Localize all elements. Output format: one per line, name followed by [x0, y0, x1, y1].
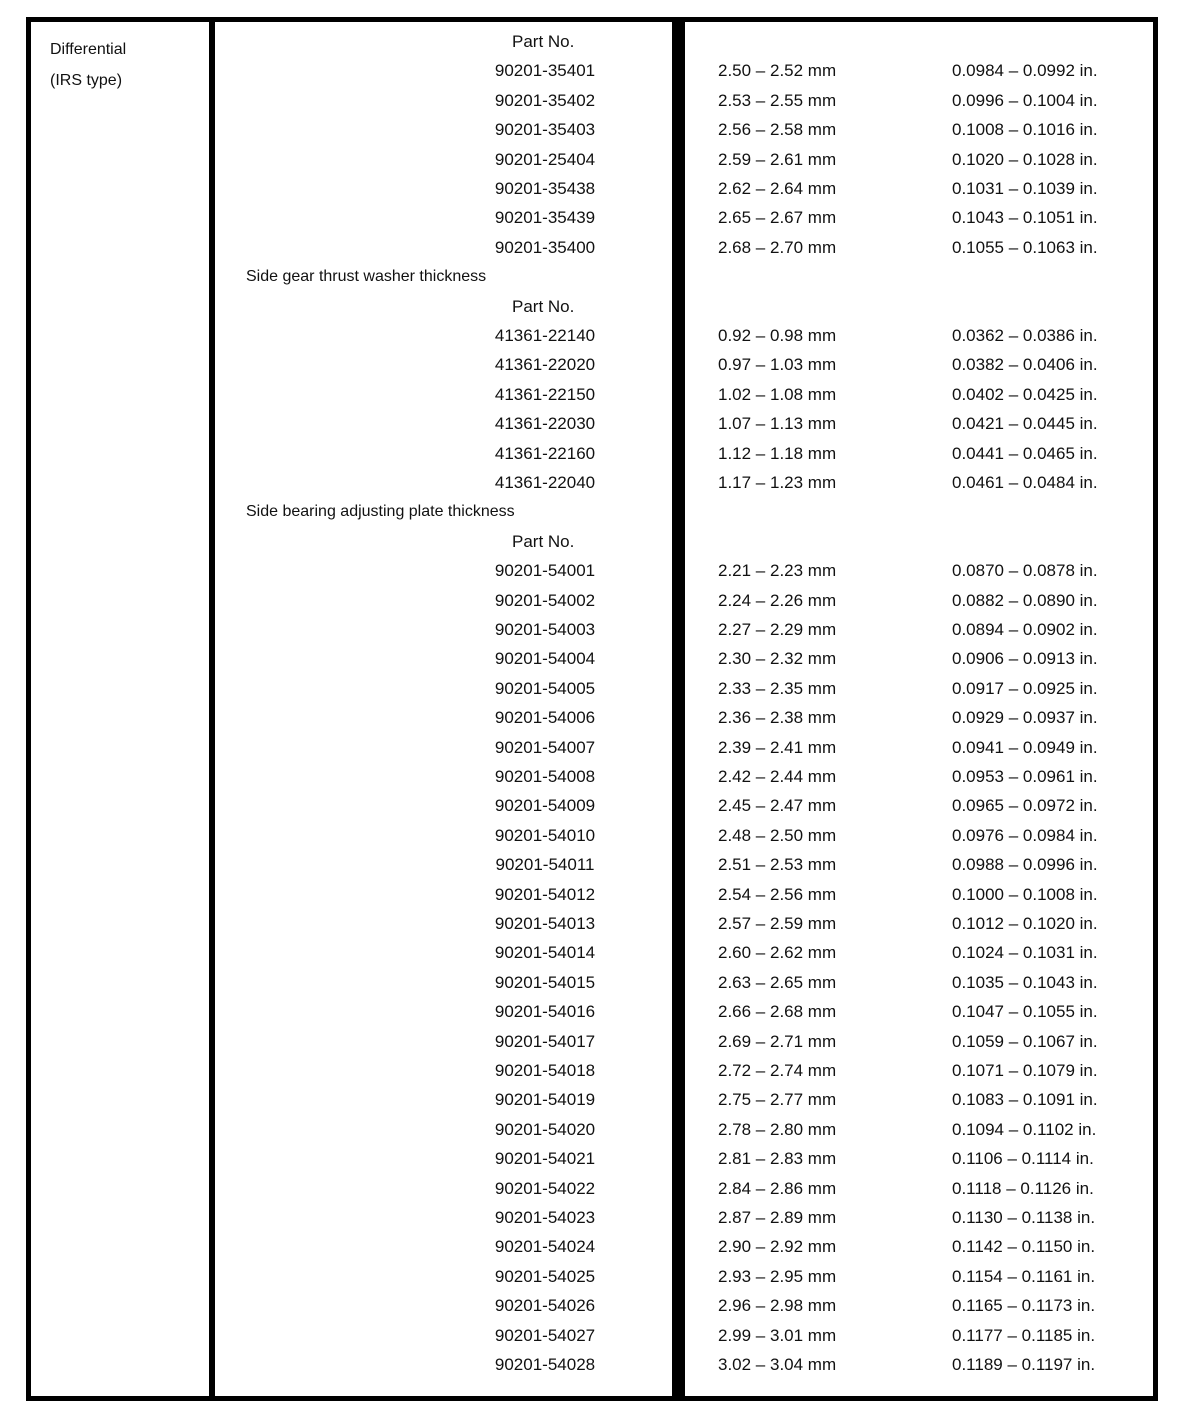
- part-number: 90201-54027: [494, 1325, 596, 1345]
- part-number: 90201-54015: [494, 972, 596, 992]
- thickness-mm: 2.36 – 2.38 mm: [718, 708, 837, 728]
- thickness-mm: 2.53 – 2.55 mm: [718, 90, 837, 110]
- part-number: 90201-25404: [494, 149, 596, 169]
- part-number: 90201-35439: [494, 208, 596, 228]
- part-number: 90201-54028: [494, 1355, 596, 1374]
- part-no-header: Part No.: [512, 32, 575, 51]
- table-row: [0, 1144, 1200, 1173]
- thickness-in: 0.0965 – 0.0972 in.: [952, 796, 1098, 816]
- table-row: [0, 968, 1200, 997]
- thickness-mm: 2.87 – 2.89 mm: [718, 1208, 837, 1227]
- part-number: 90201-54022: [494, 1178, 596, 1198]
- thickness-mm: 2.51 – 2.53 mm: [718, 855, 837, 875]
- thickness-mm: 2.72 – 2.74 mm: [718, 1061, 837, 1080]
- thickness-in: 0.0461 – 0.0484 in.: [952, 473, 1098, 492]
- part-no-header: Part No.: [512, 296, 575, 316]
- table-row: [0, 938, 1200, 967]
- thickness-mm: 0.97 – 1.03 mm: [718, 355, 837, 375]
- part-number: 90201-54011: [495, 855, 595, 875]
- table-row: [0, 468, 1200, 497]
- table-row: [0, 1056, 1200, 1085]
- thickness-in: 0.1142 – 0.1150 in.: [952, 1237, 1096, 1257]
- thickness-in: 0.1189 – 0.1197 in.: [952, 1355, 1096, 1374]
- table-row: [0, 56, 1200, 85]
- part-number: 90201-54008: [494, 767, 596, 786]
- part-number: 90201-35438: [494, 179, 596, 198]
- part-number: 41361-22040: [494, 473, 596, 492]
- thickness-in: 0.1020 – 0.1028 in.: [952, 149, 1098, 169]
- thickness-in: 0.0362 – 0.0386 in.: [952, 326, 1098, 345]
- group-title: Side gear thrust washer thickness: [246, 268, 487, 286]
- thickness-mm: 2.39 – 2.41 mm: [718, 737, 837, 757]
- thickness-mm: 2.90 – 2.92 mm: [718, 1237, 837, 1257]
- part-number: 90201-54009: [494, 796, 596, 816]
- thickness-in: 0.0988 – 0.0996 in.: [952, 855, 1098, 875]
- part-number: 90201-54010: [494, 825, 596, 845]
- thickness-mm: 0.92 – 0.98 mm: [718, 326, 837, 345]
- table-row: [0, 909, 1200, 938]
- table-row: [0, 203, 1200, 232]
- part-number: 90201-54004: [494, 649, 596, 669]
- thickness-mm: 2.42 – 2.44 mm: [718, 767, 837, 786]
- table-row: [0, 1174, 1200, 1203]
- thickness-in: 0.1035 – 0.1043 in.: [952, 972, 1098, 992]
- thickness-in: 0.1154 – 0.1161 in.: [952, 1266, 1096, 1286]
- table-row: [0, 821, 1200, 850]
- table-row: [0, 1115, 1200, 1144]
- thickness-in: 0.0996 – 0.1004 in.: [952, 90, 1098, 110]
- section-label-line2: (IRS type): [50, 72, 123, 89]
- part-number: 90201-35403: [494, 120, 596, 140]
- thickness-mm: 2.99 – 3.01 mm: [718, 1325, 837, 1345]
- thickness-mm: 2.56 – 2.58 mm: [718, 120, 837, 140]
- thickness-mm: 3.02 – 3.04 mm: [718, 1355, 837, 1374]
- table-row: [0, 1027, 1200, 1056]
- thickness-in: 0.0929 – 0.0937 in.: [952, 708, 1098, 728]
- part-number: 90201-35401: [494, 61, 596, 81]
- thickness-mm: 1.12 – 1.18 mm: [718, 443, 837, 463]
- table-row: [0, 615, 1200, 644]
- part-number: 90201-35402: [494, 90, 596, 110]
- thickness-mm: 2.24 – 2.26 mm: [718, 590, 837, 610]
- thickness-in: 0.0382 – 0.0406 in.: [952, 355, 1098, 375]
- part-number: 90201-54014: [494, 943, 596, 963]
- part-number: 41361-22020: [494, 355, 596, 375]
- thickness-in: 0.0882 – 0.0890 in.: [952, 590, 1098, 610]
- table-row: [0, 586, 1200, 615]
- thickness-in: 0.0421 – 0.0445 in.: [952, 414, 1098, 434]
- table-row: [0, 733, 1200, 762]
- table-row: [0, 556, 1200, 585]
- thickness-mm: 2.68 – 2.70 mm: [718, 237, 837, 257]
- part-number: 90201-54020: [494, 1119, 596, 1139]
- thickness-mm: 2.57 – 2.59 mm: [718, 914, 837, 933]
- thickness-in: 0.1130 – 0.1138 in.: [952, 1208, 1096, 1227]
- part-number: 90201-54026: [494, 1296, 596, 1316]
- table-row: [0, 1203, 1200, 1232]
- group-title: Side bearing adjusting plate thickness: [246, 503, 515, 521]
- thickness-mm: 2.27 – 2.29 mm: [718, 620, 837, 639]
- table-row: [0, 997, 1200, 1026]
- thickness-in: 0.0941 – 0.0949 in.: [952, 737, 1098, 757]
- part-number: 41361-22160: [494, 443, 596, 463]
- thickness-mm: 2.59 – 2.61 mm: [718, 149, 837, 169]
- part-number: 90201-54003: [494, 620, 596, 639]
- thickness-in: 0.0953 – 0.0961 in.: [952, 767, 1098, 786]
- thickness-in: 0.0894 – 0.0902 in.: [952, 620, 1098, 639]
- table-row: [0, 233, 1200, 262]
- thickness-mm: 2.96 – 2.98 mm: [718, 1296, 837, 1316]
- part-number: 90201-54018: [494, 1061, 596, 1080]
- thickness-mm: 2.45 – 2.47 mm: [718, 796, 837, 816]
- table-row: [0, 880, 1200, 909]
- thickness-in: 0.0917 – 0.0925 in.: [952, 678, 1098, 698]
- part-number: 90201-54002: [494, 590, 596, 610]
- part-number: 90201-54007: [494, 737, 596, 757]
- table-row: [0, 145, 1200, 174]
- table-row: [0, 1291, 1200, 1320]
- thickness-mm: 2.48 – 2.50 mm: [718, 825, 837, 845]
- section-label-line1: Differential: [50, 41, 127, 58]
- thickness-in: 0.1094 – 0.1102 in.: [952, 1119, 1097, 1139]
- part-number: 41361-22030: [494, 414, 596, 434]
- part-number: 90201-54006: [494, 708, 596, 728]
- part-number: 90201-54005: [494, 678, 596, 698]
- table-row: [0, 380, 1200, 409]
- thickness-mm: 2.65 – 2.67 mm: [718, 208, 837, 228]
- part-number: 41361-22150: [494, 384, 596, 404]
- thickness-in: 0.1059 – 0.1067 in.: [952, 1031, 1098, 1051]
- thickness-in: 0.0976 – 0.0984 in.: [952, 825, 1098, 845]
- thickness-in: 0.1008 – 0.1016 in.: [952, 120, 1098, 140]
- thickness-in: 0.0870 – 0.0878 in.: [952, 561, 1098, 581]
- table-row: [0, 1232, 1200, 1261]
- part-number: 90201-54024: [494, 1237, 596, 1257]
- thickness-mm: 2.63 – 2.65 mm: [718, 972, 837, 992]
- table-row: [0, 1350, 1200, 1379]
- thickness-mm: 2.21 – 2.23 mm: [718, 561, 837, 581]
- table-row: [0, 321, 1200, 350]
- thickness-mm: 2.75 – 2.77 mm: [718, 1090, 837, 1110]
- thickness-in: 0.0402 – 0.0425 in.: [952, 384, 1098, 404]
- table-row: [0, 791, 1200, 820]
- table-row: [0, 674, 1200, 703]
- thickness-mm: 2.33 – 2.35 mm: [718, 678, 837, 698]
- table-row: [0, 174, 1200, 203]
- table-row: [0, 439, 1200, 468]
- thickness-in: 0.1055 – 0.1063 in.: [952, 237, 1098, 257]
- part-number: 90201-54019: [494, 1090, 596, 1110]
- thickness-mm: 2.81 – 2.83 mm: [718, 1149, 837, 1169]
- thickness-in: 0.1012 – 0.1020 in.: [952, 914, 1098, 933]
- part-number: 90201-54021: [494, 1149, 596, 1169]
- part-number: 41361-22140: [494, 326, 596, 345]
- thickness-mm: 2.30 – 2.32 mm: [718, 649, 837, 669]
- table-row: [0, 1085, 1200, 1114]
- table-row: [0, 1321, 1200, 1350]
- part-number: 90201-35400: [494, 237, 596, 257]
- thickness-mm: 2.50 – 2.52 mm: [718, 61, 837, 81]
- thickness-in: 0.1118 – 0.1126 in.: [952, 1178, 1094, 1198]
- table-row: [0, 409, 1200, 438]
- thickness-mm: 2.93 – 2.95 mm: [718, 1266, 837, 1286]
- thickness-mm: 2.54 – 2.56 mm: [718, 884, 837, 904]
- thickness-mm: 1.17 – 1.23 mm: [718, 473, 837, 492]
- thickness-in: 0.0984 – 0.0992 in.: [952, 61, 1098, 81]
- thickness-in: 0.1000 – 0.1008 in.: [952, 884, 1098, 904]
- thickness-in: 0.0906 – 0.0913 in.: [952, 649, 1098, 669]
- thickness-mm: 2.62 – 2.64 mm: [718, 179, 837, 198]
- table-row: [0, 850, 1200, 879]
- part-number: 90201-54016: [494, 1002, 596, 1022]
- part-number: 90201-54025: [494, 1266, 596, 1286]
- table-row: [0, 762, 1200, 791]
- table-row: [0, 703, 1200, 732]
- thickness-in: 0.1083 – 0.1091 in.: [952, 1090, 1098, 1110]
- part-number: 90201-54012: [494, 884, 596, 904]
- thickness-in: 0.1071 – 0.1079 in.: [952, 1061, 1098, 1080]
- thickness-mm: 2.66 – 2.68 mm: [718, 1002, 837, 1022]
- part-number: 90201-54017: [494, 1031, 596, 1051]
- part-number: 90201-54013: [494, 914, 596, 933]
- thickness-in: 0.1031 – 0.1039 in.: [952, 179, 1098, 198]
- thickness-in: 0.1106 – 0.1114 in.: [952, 1149, 1094, 1169]
- part-number: 90201-54001: [494, 561, 596, 581]
- thickness-mm: 1.07 – 1.13 mm: [718, 414, 837, 434]
- part-number: 90201-54023: [494, 1208, 596, 1227]
- table-row: [0, 1262, 1200, 1291]
- thickness-mm: 1.02 – 1.08 mm: [718, 384, 837, 404]
- thickness-mm: 2.84 – 2.86 mm: [718, 1178, 837, 1198]
- table-row: [0, 350, 1200, 379]
- thickness-in: 0.1047 – 0.1055 in.: [952, 1002, 1098, 1022]
- thickness-mm: 2.78 – 2.80 mm: [718, 1119, 837, 1139]
- table-row: [0, 115, 1200, 144]
- thickness-in: 0.0441 – 0.0465 in.: [952, 443, 1098, 463]
- table-row: [0, 644, 1200, 673]
- thickness-mm: 2.69 – 2.71 mm: [718, 1031, 837, 1051]
- thickness-in: 0.1177 – 0.1185 in.: [952, 1325, 1096, 1345]
- thickness-in: 0.1165 – 0.1173 in.: [952, 1296, 1096, 1316]
- thickness-mm: 2.60 – 2.62 mm: [718, 943, 837, 963]
- part-no-header: Part No.: [512, 531, 575, 551]
- thickness-in: 0.1024 – 0.1031 in.: [952, 943, 1098, 963]
- table-row: [0, 86, 1200, 115]
- thickness-in: 0.1043 – 0.1051 in.: [952, 208, 1098, 228]
